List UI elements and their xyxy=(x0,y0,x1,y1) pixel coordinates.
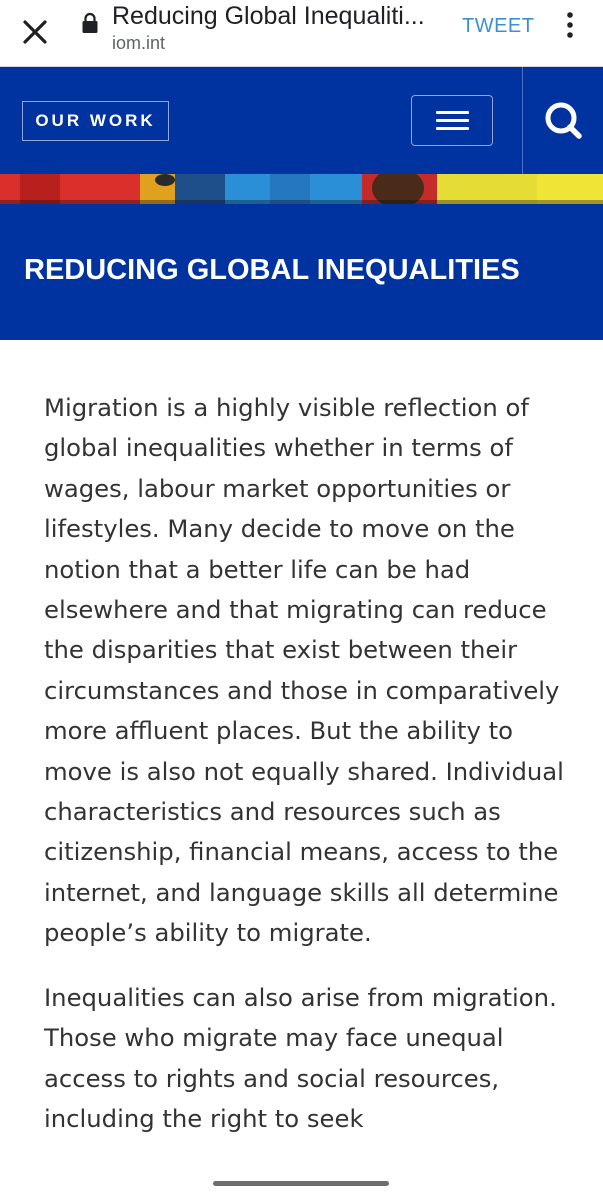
close-icon[interactable] xyxy=(14,11,56,53)
site-header xyxy=(0,67,603,174)
hero-image xyxy=(0,174,603,204)
lock-icon xyxy=(81,12,99,34)
article-body xyxy=(44,388,574,1163)
header-divider xyxy=(522,67,523,174)
browser-page-title: Reducing Global Inequaliti... xyxy=(112,2,425,30)
article-paragraph: Inequalities can also arise from migration. Those who migrate may face unequal access to rights and social resources, including the right to seek xyxy=(44,982,557,1133)
article-paragraph: Migration is a highly visible reflection of global inequalities whether in terms of wages, labour market opportunities or lifestyles. Many decide to move on the notion that a better life can be had elsewhere and that migrating can reduce the disparities that exist between their circumstances and those in comparatively more affluent places. But the ability to move is also not equally shared. Individual characteristics and resources such as citizenship, financial means, access to the internet, and language skills all determine people’s ability to migrate. xyxy=(44,393,564,948)
our-work-button[interactable]: OUR WORK xyxy=(22,101,169,141)
search-icon[interactable] xyxy=(540,98,586,144)
more-options-icon[interactable] xyxy=(556,10,584,40)
tweet-button[interactable]: TWEET xyxy=(462,15,535,37)
browser-toolbar xyxy=(0,0,603,67)
home-gesture-handle[interactable] xyxy=(213,1181,389,1186)
browser-url: iom.int xyxy=(112,33,166,53)
page-title: REDUCING GLOBAL INEQUALITIES xyxy=(24,254,520,286)
navigation-bar xyxy=(0,1166,603,1200)
title-banner xyxy=(0,204,603,340)
hamburger-menu-icon[interactable] xyxy=(411,95,493,146)
